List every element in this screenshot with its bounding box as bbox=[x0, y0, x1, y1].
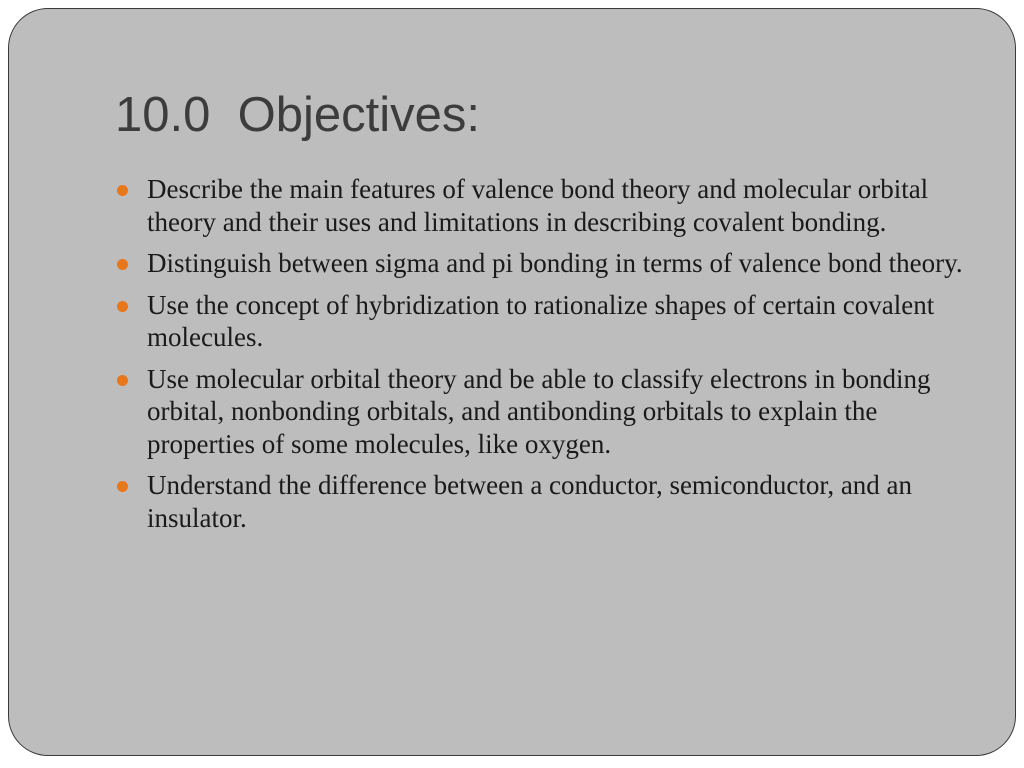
list-item bbox=[115, 247, 975, 280]
list-item bbox=[115, 173, 975, 238]
bullet-text: Use molecular orbital theory and be able to classify electrons in bonding orbital, nonbonding orbitals, and antibonding orbitals to explain the properties of some molecules, like oxygen. bbox=[147, 363, 931, 459]
bullet-dot-icon bbox=[117, 375, 128, 386]
objectives-list bbox=[115, 173, 975, 543]
bullet-dot-icon bbox=[117, 185, 128, 196]
bullet-dot-icon bbox=[117, 259, 128, 270]
list-item bbox=[115, 469, 975, 534]
bullet-text: Use the concept of hybridization to rationalize shapes of certain covalent molecules. bbox=[147, 289, 935, 352]
bullet-dot-icon bbox=[117, 481, 128, 492]
slide-frame bbox=[8, 8, 1016, 756]
list-item bbox=[115, 363, 975, 461]
bullet-text: Describe the main features of valence bond theory and molecular orbital theory and their uses and limitations in describing covalent bonding. bbox=[147, 174, 929, 237]
bullet-text: Understand the difference between a conductor, semiconductor, and an insulator. bbox=[147, 470, 913, 533]
slide-title: 10.0 Objectives: bbox=[115, 88, 480, 142]
bullet-dot-icon bbox=[117, 301, 128, 312]
bullet-text: Distinguish between sigma and pi bonding in terms of valence bond theory. bbox=[147, 248, 963, 278]
list-item bbox=[115, 289, 975, 354]
